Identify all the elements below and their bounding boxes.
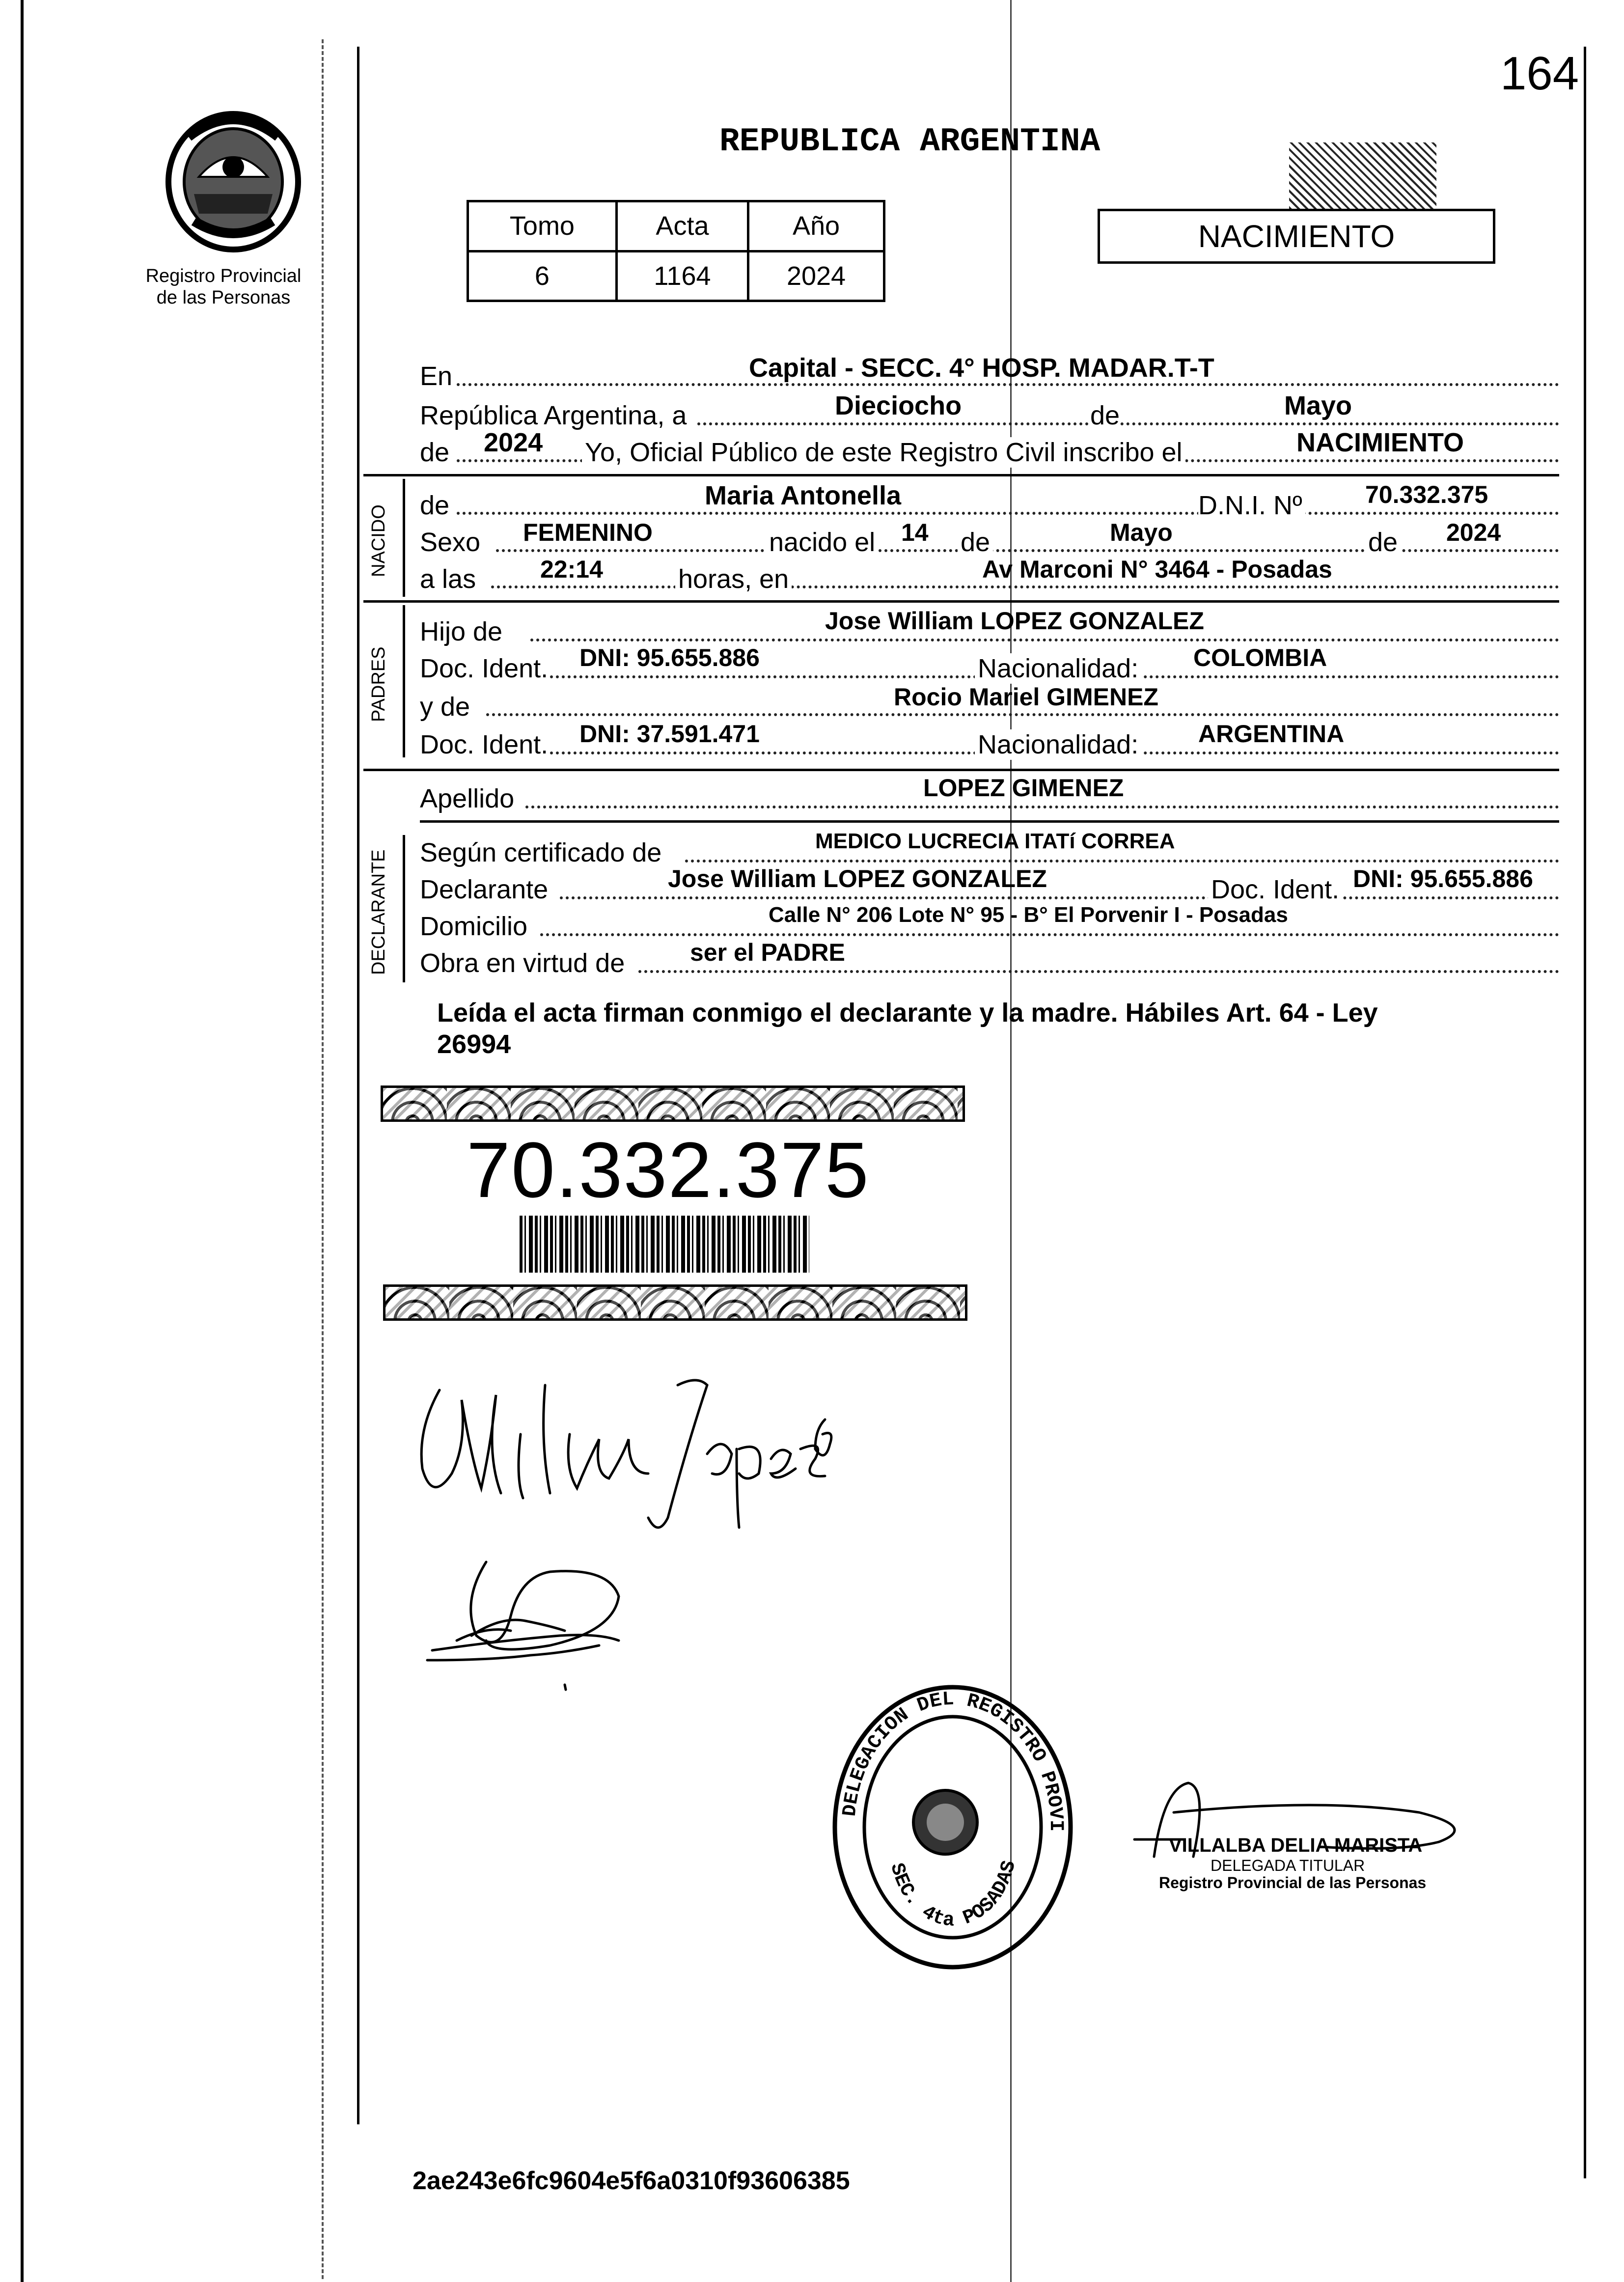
tomo-value: 6 [468, 251, 617, 301]
emblem-caption [138, 265, 309, 308]
dotted-line [560, 896, 1559, 899]
obra-label: Obra en virtud de [420, 948, 625, 978]
dotted-line [638, 970, 1559, 973]
certificado-label: Según certificado de [420, 838, 662, 867]
registry-table [467, 200, 885, 302]
mother-nac-label: Nacionalidad: [975, 729, 1141, 760]
declarant-signature [393, 1356, 835, 1542]
mother-name-value: Rocio Mariel GIMENEZ [894, 683, 1158, 711]
en-label: En [420, 362, 453, 391]
birth-de2-label: de [1365, 527, 1401, 557]
birth-year-value: 2024 [1446, 519, 1501, 546]
section-line [363, 474, 1559, 476]
apellido-label: Apellido [420, 784, 515, 813]
dni-barcode [520, 1216, 809, 1273]
dotted-line [525, 806, 1559, 808]
declarante-doc-value: DNI: 95.655.886 [1353, 865, 1533, 892]
section-line [363, 769, 1559, 771]
delegate-name: VILLALBA DELIA MARISTA [1169, 1835, 1423, 1856]
republica-label: República Argentina, a [420, 401, 687, 430]
y-de-label: y de [420, 692, 470, 722]
declarante-doc-label: Doc. Ident. [1208, 874, 1342, 905]
emblem-caption-line-1: Registro Provincial [145, 266, 302, 286]
hijo-de-label: Hijo de [420, 617, 503, 646]
domicilio-label: Domicilio [420, 912, 528, 941]
registry-stamp [825, 1680, 1080, 1975]
page-title: REPUBLICA ARGENTINA [719, 123, 1101, 161]
sexo-label: Sexo [420, 528, 481, 557]
closing-text [437, 997, 1378, 1060]
certificado-value: MEDICO LUCRECIA ITATí CORREA [815, 829, 1175, 853]
horas-label: horas, en [675, 564, 792, 594]
acta-value: 1164 [616, 251, 748, 301]
mother-signature [403, 1542, 658, 1699]
de2-label: de [420, 438, 450, 467]
mother-nac-value: ARGENTINA [1198, 720, 1345, 748]
emblem-caption-line-2: de las Personas [156, 287, 291, 308]
security-band-top [381, 1085, 965, 1122]
nacido-de-label: de [420, 491, 450, 520]
declarante-side-label: DECLARANTE [368, 849, 389, 975]
declarante-value: Jose William LOPEZ GONZALEZ [668, 865, 1047, 892]
sexo-value: FEMENINO [523, 519, 653, 546]
delegate-org: Registro Provincial de las Personas [1159, 1874, 1427, 1892]
en-value: Capital - SECC. 4° HOSP. MADAR.T-T [749, 353, 1214, 383]
binding-line [357, 47, 359, 2124]
declarante-label: Declarante [420, 875, 549, 904]
closing-line-2: 26994 [437, 1030, 511, 1059]
birth-place-value: Av Marconi N° 3464 - Posadas [982, 556, 1332, 583]
dotted-line [530, 639, 1559, 641]
father-nac-value: COLOMBIA [1193, 644, 1327, 671]
section-brace [403, 605, 405, 757]
security-hologram [1289, 142, 1436, 209]
stamp-outer-text: DELEGACION DEL REGISTRO PROVI [839, 1688, 1067, 1832]
section-brace [403, 479, 405, 597]
father-doc-label: Doc. Ident. [420, 654, 549, 683]
dotted-line [491, 585, 1559, 588]
mother-doc-value: DNI: 37.591.471 [579, 720, 760, 748]
dni-big-number: 70.332.375 [467, 1126, 870, 1214]
month-value: Mayo [1284, 391, 1352, 420]
tomo-header: Tomo [468, 201, 617, 251]
delegate-title: DELEGADA TITULAR [1211, 1857, 1365, 1874]
de-label: de [1090, 401, 1120, 430]
obra-value: ser el PADRE [690, 939, 845, 966]
province-emblem [160, 108, 307, 255]
father-doc-value: DNI: 95.655.886 [579, 644, 760, 671]
nacido-el-label: nacido el [766, 527, 878, 557]
yo-label: Yo, Oficial Público de este Registro Civil inscribo el [582, 437, 1185, 468]
anio-value: 2024 [748, 251, 884, 301]
dotted-line [457, 512, 1559, 515]
padres-side-label: PADRES [368, 646, 389, 722]
section-brace [403, 835, 405, 982]
dotted-line [457, 383, 1559, 386]
dotted-line [486, 713, 1559, 716]
document-type-box [1098, 209, 1495, 264]
nacido-side-label: NACIDO [368, 504, 389, 577]
birth-month-value: Mayo [1110, 519, 1173, 546]
mother-doc-label: Doc. Ident. [420, 730, 549, 759]
anio-header: Año [748, 201, 884, 251]
section-line [363, 600, 1559, 603]
document-type: NACIMIENTO [1198, 219, 1395, 254]
apellido-value: LOPEZ GIMENEZ [923, 774, 1124, 802]
stamp-inner-text: SEC. 4ta POSADAS [885, 1858, 1021, 1932]
dotted-line [685, 860, 1559, 863]
year-value: 2024 [484, 428, 543, 457]
section-line [420, 820, 1559, 823]
alas-label: a las [420, 564, 476, 594]
perforation-line [322, 39, 324, 2279]
father-nac-label: Nacionalidad: [975, 653, 1141, 684]
day-word-value: Dieciocho [835, 391, 962, 420]
birth-de-label: de [958, 527, 993, 557]
birth-day-value: 14 [901, 519, 929, 546]
page-number: 164 [1500, 47, 1579, 100]
dotted-line [540, 933, 1559, 936]
acta-header: Acta [616, 201, 748, 251]
document-hash: 2ae243e6fc9604e5f6a0310f93606385 [413, 2167, 850, 2195]
birth-time-value: 22:14 [540, 556, 603, 583]
inscribo-value: NACIMIENTO [1296, 428, 1464, 457]
left-margin-line [21, 0, 24, 2282]
closing-line-1: Leída el acta firman conmigo el declarante y la madre. Hábiles Art. 64 - Ley [437, 998, 1378, 1028]
dni-label: D.N.I. Nº [1198, 490, 1305, 521]
child-dni-value: 70.332.375 [1365, 481, 1488, 508]
child-name-value: Maria Antonella [705, 481, 902, 510]
dotted-line [697, 422, 1559, 425]
security-band-bottom [383, 1284, 967, 1321]
right-margin-line [1584, 47, 1586, 2178]
domicilio-value: Calle N° 206 Lote N° 95 - B° El Porvenir I - Posadas [769, 903, 1288, 927]
father-name-value: Jose William LOPEZ GONZALEZ [825, 607, 1204, 635]
